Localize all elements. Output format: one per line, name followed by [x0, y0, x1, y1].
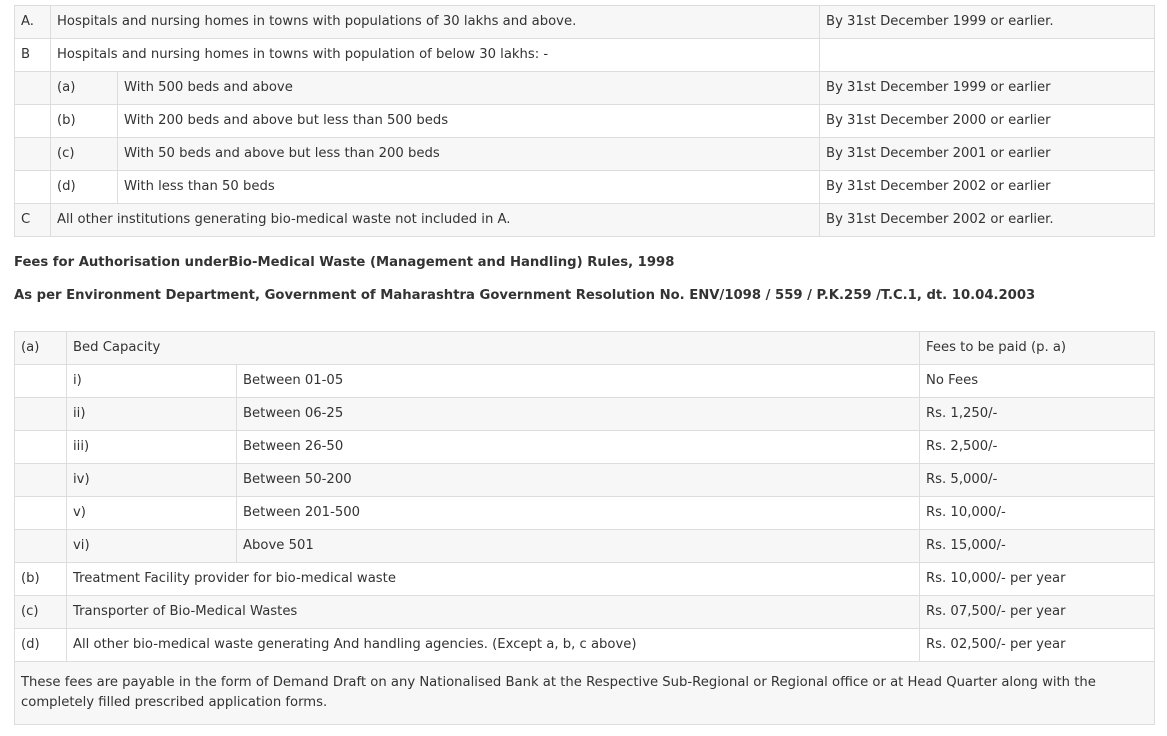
table-row [15, 6, 1155, 39]
fee-cell: Rs. 10,000/- [920, 497, 1155, 530]
row-label [15, 171, 51, 204]
fee-cell: Rs. 2,500/- [920, 431, 1155, 464]
row-label [15, 431, 67, 464]
fee-header: Fees to be paid (p. a) [920, 332, 1155, 365]
bed-range-cell: Between 50-200 [237, 464, 920, 497]
bed-range-cell: Above 501 [237, 530, 920, 563]
table-row [15, 563, 1155, 596]
row-label: A. [15, 6, 51, 39]
bed-capacity-header: Bed Capacity [67, 332, 920, 365]
fee-cell: Rs. 10,000/- per year [920, 563, 1155, 596]
table-row [15, 596, 1155, 629]
row-label: (a) [15, 332, 67, 365]
sub-label: (b) [51, 105, 118, 138]
row-label [15, 72, 51, 105]
sub-label: iv) [67, 464, 237, 497]
category-cell: All other bio-medical waste generating And handling agencies. (Except a, b, c above) [67, 629, 920, 662]
bed-range-cell: Between 01-05 [237, 365, 920, 398]
fee-cell: Rs. 5,000/- [920, 464, 1155, 497]
fee-note: These fees are payable in the form of Demand Draft on any Nationalised Bank at the Respective Sub-Regional or Regional office or at Head Quarter along with the completely filled prescribed application forms. [15, 662, 1155, 725]
fee-cell: Rs. 1,250/- [920, 398, 1155, 431]
table-row [15, 497, 1155, 530]
row-label [15, 138, 51, 171]
sub-label: vi) [67, 530, 237, 563]
table-row [15, 662, 1155, 725]
row-label: (d) [15, 629, 67, 662]
deadline-cell: By 31st December 2002 or earlier. [820, 204, 1155, 237]
sub-label: i) [67, 365, 237, 398]
sub-label: ii) [67, 398, 237, 431]
table-row [15, 171, 1155, 204]
bed-range-cell: Between 26-50 [237, 431, 920, 464]
row-label [15, 398, 67, 431]
sub-label: (a) [51, 72, 118, 105]
row-label: (c) [15, 596, 67, 629]
table-row [15, 464, 1155, 497]
deadline-cell: By 31st December 2000 or earlier [820, 105, 1155, 138]
category-cell: With 50 beds and above but less than 200 beds [118, 138, 820, 171]
table-header-row [15, 332, 1155, 365]
sub-label: (d) [51, 171, 118, 204]
table-row [15, 204, 1155, 237]
sub-label: v) [67, 497, 237, 530]
deadline-cell: By 31st December 1999 or earlier [820, 72, 1155, 105]
table-row [15, 105, 1155, 138]
sub-label: iii) [67, 431, 237, 464]
table-row [15, 39, 1155, 72]
deadline-cell: By 31st December 2001 or earlier [820, 138, 1155, 171]
category-cell: With 200 beds and above but less than 500 beds [118, 105, 820, 138]
table-row [15, 530, 1155, 563]
bed-range-cell: Between 06-25 [237, 398, 920, 431]
fee-cell: Rs. 15,000/- [920, 530, 1155, 563]
row-label: B [15, 39, 51, 72]
category-cell: Transporter of Bio-Medical Wastes [67, 596, 920, 629]
fees-heading: Fees for Authorisation underBio-Medical Waste (Management and Handling) Rules, 1998 [14, 255, 675, 270]
row-label: C [15, 204, 51, 237]
resolution-heading: As per Environment Department, Government of Maharashtra Government Resolution No. ENV/1098 / 559 / P.K.259 /T.C.1, dt. 10.04.2003 [14, 288, 1036, 303]
schedule-table [14, 5, 1155, 237]
table-row [15, 365, 1155, 398]
table-row [15, 72, 1155, 105]
bed-range-cell: Between 201-500 [237, 497, 920, 530]
fees-table [14, 331, 1155, 725]
table-row [15, 138, 1155, 171]
category-cell: Hospitals and nursing homes in towns with populations of 30 lakhs and above. [51, 6, 820, 39]
category-cell: With less than 50 beds [118, 171, 820, 204]
table-row [15, 398, 1155, 431]
row-label: (b) [15, 563, 67, 596]
category-cell: Hospitals and nursing homes in towns with population of below 30 lakhs: - [51, 39, 820, 72]
deadline-cell: By 31st December 1999 or earlier. [820, 6, 1155, 39]
table-row [15, 431, 1155, 464]
sub-label: (c) [51, 138, 118, 171]
row-label [15, 497, 67, 530]
row-label [15, 464, 67, 497]
category-cell: Treatment Facility provider for bio-medical waste [67, 563, 920, 596]
fee-cell: No Fees [920, 365, 1155, 398]
row-label [15, 105, 51, 138]
row-label [15, 365, 67, 398]
category-cell: With 500 beds and above [118, 72, 820, 105]
deadline-cell [820, 39, 1155, 72]
fee-cell: Rs. 02,500/- per year [920, 629, 1155, 662]
category-cell: All other institutions generating bio-medical waste not included in A. [51, 204, 820, 237]
fee-cell: Rs. 07,500/- per year [920, 596, 1155, 629]
deadline-cell: By 31st December 2002 or earlier [820, 171, 1155, 204]
table-row [15, 629, 1155, 662]
row-label [15, 530, 67, 563]
